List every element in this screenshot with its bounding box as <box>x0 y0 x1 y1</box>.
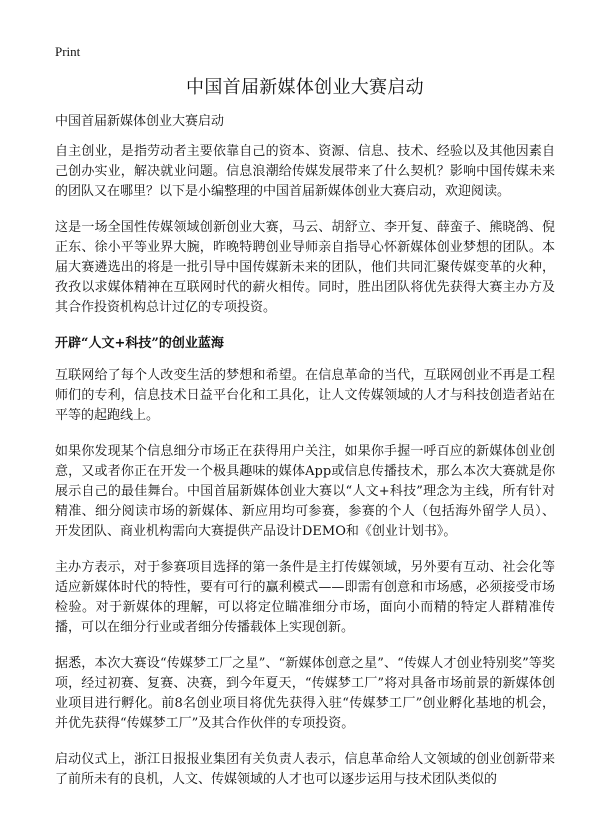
intro-paragraph-1: 自主创业，是指劳动者主要依靠自己的资本、资源、信息、技术、经验以及其他因素自己创办实业，解决就业问题。信息浪潮给传媒发展带来了什么契机？影响中国传媒未来的团队又在哪里？以下是小编整理的中国首届新媒体创业大赛启动，欢迎阅读。 <box>55 144 555 199</box>
body-paragraph-3: 主办方表示，对于参赛项目选择的第一条件是主打传媒领域，另外要有互动、社会化等适应新媒体时代的特性，要有可行的赢利模式——即需有创意和市场感，必须接受市场检验。对于新媒体的理解，可以将定位瞄准细分市场，面向小而精的特定人群精准传播，可以在细分行业或者细分传播载体上实现创新。 <box>55 560 555 635</box>
body-paragraph-1: 互联网给了每个人改变生活的梦想和希望。在信息革命的当代，互联网创业不再是工程师们的专利，信息技术日益平台化和工具化，让人文传媒领域的人才与科技创造者站在平等的起跑线上。 <box>55 368 555 423</box>
document-page <box>55 44 555 806</box>
intro-paragraph-2: 这是一场全国性传媒领域创新创业大赛，马云、胡舒立、李开复、薛蛮子、熊晓鸽、倪正东、徐小平等业界大腕，昨晚特聘创业导师亲自指导心怀新媒体创业梦想的团队。本届大赛遴选出的将是一批引导中国传媒新未来的团队，他们共同汇聚传媒变革的火种，孜孜以求媒体精神在互联网时代的薪火相传。同时，胜出团队将优先获得大赛主办方及其合作投资机构总计过亿的专项投资。 <box>55 220 555 315</box>
body-paragraph-5: 启动仪式上，浙江日报报业集团有关负责人表示，信息革命给人文领域的创业创新带来了前所未有的良机，人文、传媒领域的人才也可以逐步运用与技术团队类似的 <box>55 752 555 787</box>
body-paragraph-4: 据悉，本次大赛设“传媒梦工厂之星”、“新媒体创意之星”、“传媒人才创业特别奖”等奖项，经过初赛、复赛、决赛，到今年夏天，“传媒梦工厂”将对具备市场前景的新媒体创业项目进行孵化。前8名创业项目将优先获得入驻“传媒梦工厂”创业孵化基地的机会，并优先获得“传媒梦工厂”及其合作伙伴的专项投资。 <box>55 656 555 731</box>
print-link[interactable]: Print <box>55 44 81 59</box>
article-title: 中国首届新媒体创业大赛启动 <box>186 77 424 98</box>
body-paragraph-2: 如果你发现某个信息细分市场正在获得用户关注，如果你手握一呼百应的新媒体创业创意，又或者你正在开发一个极具趣味的媒体App或信息传播技术，那么本次大赛就是你展示自己的最佳舞台。中国首届新媒体创业大赛以“人文+科技”理念为主线，所有针对精准、细分阅读市场的新媒体、新应用均可参赛，参赛的个人（包括海外留学人员）、开发团队、商业机构需向大赛提供产品设计DEMO和《创业计划书》。 <box>55 444 555 539</box>
section-heading: 开辟“人文+科技”的创业蓝海 <box>55 336 224 351</box>
article-subtitle: 中国首届新媒体创业大赛启动 <box>55 114 225 129</box>
